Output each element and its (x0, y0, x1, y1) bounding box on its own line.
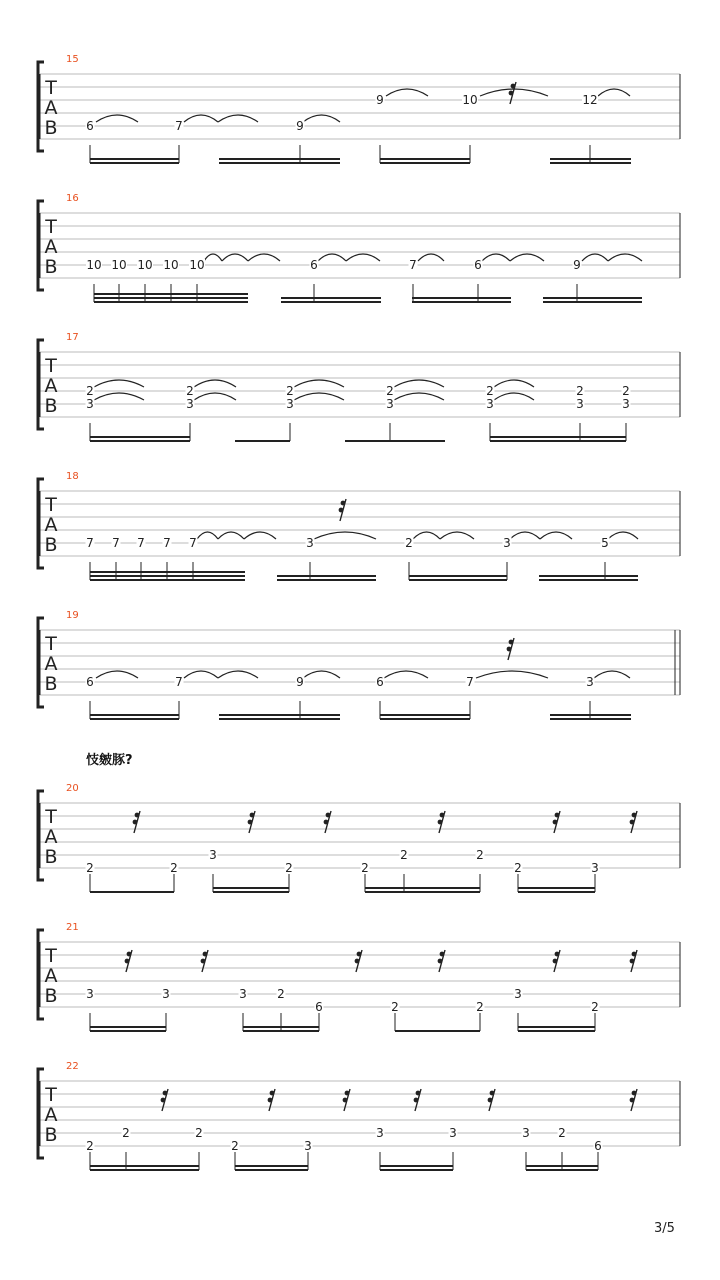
tie-arc (294, 380, 344, 387)
rest-dot (355, 959, 360, 964)
fret-number: 2 (286, 384, 294, 398)
tie-arc (594, 671, 630, 678)
fret-number: 6 (315, 1000, 323, 1014)
staff-bracket (38, 1069, 44, 1158)
rest-dot (357, 952, 362, 957)
rest-dot (127, 952, 132, 957)
rest-dot (630, 959, 635, 964)
fret-number: 3 (576, 397, 584, 411)
tie-arc (314, 532, 376, 539)
fret-number: 2 (405, 536, 413, 550)
fret-number: 2 (400, 848, 408, 862)
rest-dot (553, 959, 558, 964)
fret-number: 3 (306, 536, 314, 550)
section-label: 忮皴豚? (86, 753, 133, 768)
rest-dot (440, 813, 445, 818)
tab-clef-letter: A (44, 826, 58, 848)
fret-number: 7 (163, 536, 171, 550)
tie-arc (218, 532, 244, 539)
fret-number: 6 (86, 119, 94, 133)
fret-number: 2 (391, 1000, 399, 1014)
fret-number: 3 (239, 987, 247, 1001)
fret-number: 2 (591, 1000, 599, 1014)
fret-number: 9 (296, 675, 304, 689)
rest-dot (203, 952, 208, 957)
fret-number: 2 (86, 861, 94, 875)
fret-number: 3 (386, 397, 394, 411)
tie-arc (346, 254, 380, 261)
tie-arc (394, 380, 444, 387)
tie-arc (494, 393, 534, 400)
rest-dot (416, 1091, 421, 1096)
fret-number: 2 (361, 861, 369, 875)
tab-clef-letter: T (45, 1084, 57, 1106)
rest-dot (438, 820, 443, 825)
rest-dot (509, 640, 514, 645)
rest-dot (553, 820, 558, 825)
tie-arc (184, 671, 218, 678)
measure-number: 20 (66, 783, 79, 794)
fret-number: 6 (594, 1139, 602, 1153)
tab-clef-letter: T (45, 77, 57, 99)
tie-arc (482, 254, 510, 261)
tab-clef-letter: A (44, 965, 58, 987)
rest-dot (270, 1091, 275, 1096)
tab-clef-letter: B (44, 395, 58, 417)
measure-number: 15 (66, 54, 79, 65)
fret-number: 2 (277, 987, 285, 1001)
tie-arc (494, 380, 534, 387)
fret-number: 2 (576, 384, 584, 398)
tab-clef-letter: T (45, 633, 57, 655)
rest-dot (555, 813, 560, 818)
staff-bracket (38, 201, 44, 290)
tie-arc (244, 532, 276, 539)
tie-arc (94, 380, 144, 387)
measure-number: 21 (66, 922, 79, 933)
rest-dot (440, 952, 445, 957)
fret-number: 3 (514, 987, 522, 1001)
tie-arc (94, 393, 144, 400)
tie-arc (96, 671, 138, 678)
tab-clef-letter: B (44, 534, 58, 556)
tab-clef-letter: B (44, 117, 58, 139)
fret-number: 2 (476, 1000, 484, 1014)
tie-arc (598, 89, 630, 96)
rest-dot (345, 1091, 350, 1096)
tie-arc (418, 254, 444, 261)
measure-number: 19 (66, 610, 79, 621)
rest-dot (488, 1098, 493, 1103)
fret-number: 2 (486, 384, 494, 398)
tab-clef-letter: T (45, 806, 57, 828)
rest-dot (339, 508, 344, 513)
fret-number: 6 (474, 258, 482, 272)
fret-number: 3 (209, 848, 217, 862)
staff-bracket (38, 791, 44, 880)
fret-number: 7 (189, 536, 197, 550)
fret-number: 2 (285, 861, 293, 875)
fret-number: 7 (466, 675, 474, 689)
staff-bracket (38, 479, 44, 568)
rest-dot (135, 813, 140, 818)
rest-dot (268, 1098, 273, 1103)
tie-arc (197, 532, 218, 539)
tie-arc (303, 115, 340, 122)
rest-dot (133, 820, 138, 825)
fret-number: 3 (86, 397, 94, 411)
tab-clef-letter: T (45, 216, 57, 238)
tie-arc (194, 380, 236, 387)
tie-arc (218, 671, 258, 678)
tab-clef-letter: B (44, 846, 58, 868)
staff-bracket (38, 930, 44, 1019)
fret-number: 3 (591, 861, 599, 875)
tab-clef-letter: T (45, 945, 57, 967)
rest-dot (438, 959, 443, 964)
fret-number: 7 (112, 536, 120, 550)
measure-number: 22 (66, 1061, 79, 1072)
rest-dot (490, 1091, 495, 1096)
fret-number: 12 (582, 93, 598, 107)
staff-bracket (38, 618, 44, 707)
tab-clef-letter: A (44, 653, 58, 675)
tie-arc (184, 115, 218, 122)
rest-dot (341, 501, 346, 506)
tie-arc (608, 532, 638, 539)
tie-arc (318, 254, 346, 261)
fret-number: 2 (122, 1126, 130, 1140)
tie-arc (384, 671, 428, 678)
tie-arc (540, 532, 572, 539)
fret-number: 3 (522, 1126, 530, 1140)
tie-arc (222, 254, 248, 261)
tab-clef-letter: A (44, 514, 58, 536)
fret-number: 3 (586, 675, 594, 689)
fret-number: 2 (86, 1139, 94, 1153)
fret-number: 9 (296, 119, 304, 133)
fret-number: 6 (310, 258, 318, 272)
measure-number: 18 (66, 471, 79, 482)
tie-arc (608, 254, 642, 261)
fret-number: 2 (514, 861, 522, 875)
rest-dot (630, 1098, 635, 1103)
tab-clef-letter: A (44, 375, 58, 397)
fret-number: 7 (175, 119, 183, 133)
tie-arc (394, 393, 444, 400)
fret-number: 2 (86, 384, 94, 398)
tab-clef-letter: B (44, 673, 58, 695)
fret-number: 3 (162, 987, 170, 1001)
tie-arc (248, 254, 280, 261)
rest-dot (125, 959, 130, 964)
fret-number: 2 (170, 861, 178, 875)
rest-dot (509, 91, 514, 96)
fret-number: 10 (111, 258, 127, 272)
staff-bracket (38, 340, 44, 429)
fret-number: 9 (573, 258, 581, 272)
rest-dot (250, 813, 255, 818)
fret-number: 3 (449, 1126, 457, 1140)
rest-dot (630, 820, 635, 825)
page-number: 3/5 (654, 1221, 675, 1236)
rest-dot (632, 952, 637, 957)
tie-arc (194, 393, 236, 400)
rest-dot (507, 647, 512, 652)
tie-arc (510, 254, 544, 261)
rest-dot (326, 813, 331, 818)
tie-arc (294, 393, 344, 400)
fret-number: 7 (409, 258, 417, 272)
measure-number: 17 (66, 332, 79, 343)
fret-number: 6 (86, 675, 94, 689)
tie-arc (204, 254, 222, 261)
tab-clef-letter: A (44, 236, 58, 258)
fret-number: 10 (137, 258, 153, 272)
tab-clef-letter: A (44, 97, 58, 119)
fret-number: 2 (231, 1139, 239, 1153)
fret-number: 3 (622, 397, 630, 411)
fret-number: 7 (86, 536, 94, 550)
fret-number: 6 (376, 675, 384, 689)
tab-clef-letter: T (45, 494, 57, 516)
tab-clef-letter: T (45, 355, 57, 377)
fret-number: 3 (486, 397, 494, 411)
tab-clef-letter: A (44, 1104, 58, 1126)
rest-dot (163, 1091, 168, 1096)
rest-dot (511, 84, 516, 89)
tie-arc (303, 671, 340, 678)
measure-number: 16 (66, 193, 79, 204)
fret-number: 2 (386, 384, 394, 398)
tie-arc (476, 671, 548, 678)
rest-dot (161, 1098, 166, 1103)
fret-number: 3 (376, 1126, 384, 1140)
tie-arc (96, 115, 138, 122)
fret-number: 3 (186, 397, 194, 411)
fret-number: 3 (286, 397, 294, 411)
fret-number: 9 (376, 93, 384, 107)
rest-dot (632, 1091, 637, 1096)
fret-number: 2 (622, 384, 630, 398)
fret-number: 10 (189, 258, 205, 272)
rest-dot (414, 1098, 419, 1103)
staff-bracket (38, 62, 44, 151)
rest-dot (201, 959, 206, 964)
tab-clef-letter: B (44, 1124, 58, 1146)
fret-number: 7 (175, 675, 183, 689)
rest-dot (324, 820, 329, 825)
fret-number: 3 (503, 536, 511, 550)
rest-dot (555, 952, 560, 957)
tie-arc (510, 532, 540, 539)
fret-number: 10 (462, 93, 478, 107)
fret-number: 2 (186, 384, 194, 398)
fret-number: 10 (86, 258, 102, 272)
tie-arc (386, 89, 428, 96)
fret-number: 3 (304, 1139, 312, 1153)
tie-arc (413, 532, 440, 539)
fret-number: 5 (601, 536, 609, 550)
fret-number: 2 (195, 1126, 203, 1140)
rest-dot (632, 813, 637, 818)
tie-arc (582, 254, 608, 261)
tab-clef-letter: B (44, 256, 58, 278)
rest-dot (343, 1098, 348, 1103)
tab-clef-letter: B (44, 985, 58, 1007)
fret-number: 2 (476, 848, 484, 862)
fret-number: 3 (86, 987, 94, 1001)
fret-number: 7 (137, 536, 145, 550)
tie-arc (218, 115, 258, 122)
fret-number: 2 (558, 1126, 566, 1140)
tie-arc (440, 532, 474, 539)
rest-dot (248, 820, 253, 825)
fret-number: 10 (163, 258, 179, 272)
